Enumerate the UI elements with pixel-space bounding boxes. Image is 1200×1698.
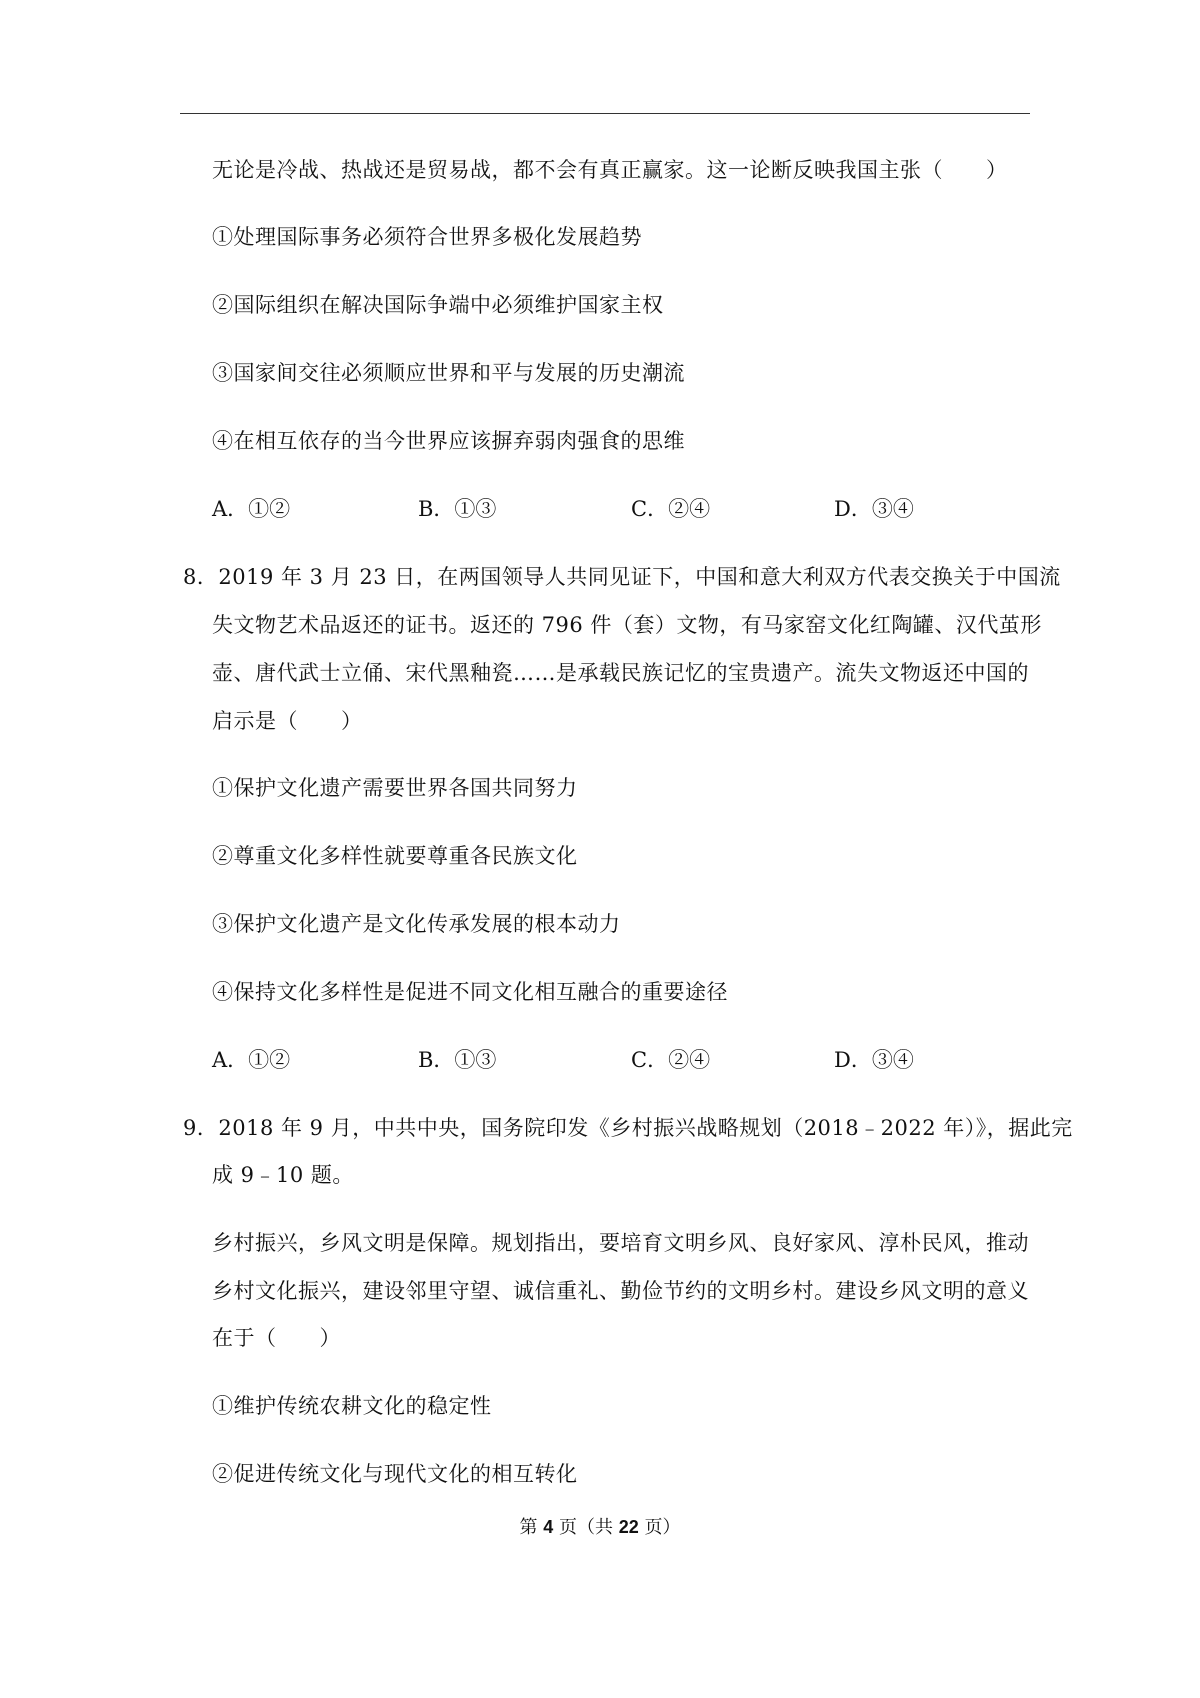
footer-suffix: 页） xyxy=(638,1517,681,1538)
q7-item-4: ④在相互依存的当今世界应该摒弃弱肉强食的思维 xyxy=(212,429,685,453)
page-footer xyxy=(0,1513,1200,1539)
q9-line-1: 9．2018 年 9 月，中共中央，国务院印发《乡村振兴战略规划（2018﹣2022 年）》，据此完 xyxy=(183,1116,1073,1140)
q7-option-c: C．②④ xyxy=(631,497,711,521)
q7-option-a: A．①② xyxy=(212,497,291,521)
q7-option-d: D．③④ xyxy=(834,497,914,521)
q8-item-4: ④保持文化多样性是促进不同文化相互融合的重要途径 xyxy=(212,980,728,1004)
q9-item-2: ②促进传统文化与现代文化的相互转化 xyxy=(212,1462,578,1486)
q9-passage-1: 乡村振兴，乡风文明是保障。规划指出，要培育文明乡风、良好家风、淳朴民风，推动 xyxy=(212,1231,1029,1255)
q8-option-b: B．①③ xyxy=(418,1048,497,1072)
footer-total-pages: 22 xyxy=(618,1517,639,1537)
q7-option-b: B．①③ xyxy=(418,497,497,521)
q9-line-2: 成 9﹣10 题。 xyxy=(212,1163,354,1187)
q9-item-1: ①维护传统农耕文化的稳定性 xyxy=(212,1394,492,1418)
footer-middle: 页（共 xyxy=(553,1517,619,1538)
q8-line-2: 失文物艺术品返还的证书。返还的 796 件（套）文物，有马家窑文化红陶罐、汉代茧形 xyxy=(212,613,1042,637)
q8-option-a: A．①② xyxy=(212,1048,291,1072)
q8-line-3: 壶、唐代武士立俑、宋代黑釉瓷……是承载民族记忆的宝贵遗产。流失文物返还中国的 xyxy=(212,661,1029,685)
footer-prefix: 第 xyxy=(519,1517,544,1538)
footer-page-number: 4 xyxy=(543,1517,554,1537)
q8-item-2: ②尊重文化多样性就要尊重各民族文化 xyxy=(212,844,578,868)
q8-item-3: ③保护文化遗产是文化传承发展的根本动力 xyxy=(212,912,621,936)
q8-option-d: D．③④ xyxy=(834,1048,914,1072)
q7-item-3: ③国家间交往必须顺应世界和平与发展的历史潮流 xyxy=(212,361,685,385)
header-rule xyxy=(180,113,1030,114)
q7-item-2: ②国际组织在解决国际争端中必须维护国家主权 xyxy=(212,293,664,317)
q8-line-1: 8．2019 年 3 月 23 日，在两国领导人共同见证下，中国和意大利双方代表交换关于中国流 xyxy=(183,565,1061,589)
q8-option-c: C．②④ xyxy=(631,1048,711,1072)
q9-passage-2: 乡村文化振兴，建设邻里守望、诚信重礼、勤俭节约的文明乡村。建设乡风文明的意义 xyxy=(212,1279,1029,1303)
q9-passage-3: 在于（ ） xyxy=(212,1326,341,1350)
q7-stem: 无论是冷战、热战还是贸易战，都不会有真正赢家。这一论断反映我国主张（ ） xyxy=(212,158,1008,182)
q8-line-4: 启示是（ ） xyxy=(212,709,363,733)
q8-item-1: ①保护文化遗产需要世界各国共同努力 xyxy=(212,776,578,800)
q7-item-1: ①处理国际事务必须符合世界多极化发展趋势 xyxy=(212,225,642,249)
